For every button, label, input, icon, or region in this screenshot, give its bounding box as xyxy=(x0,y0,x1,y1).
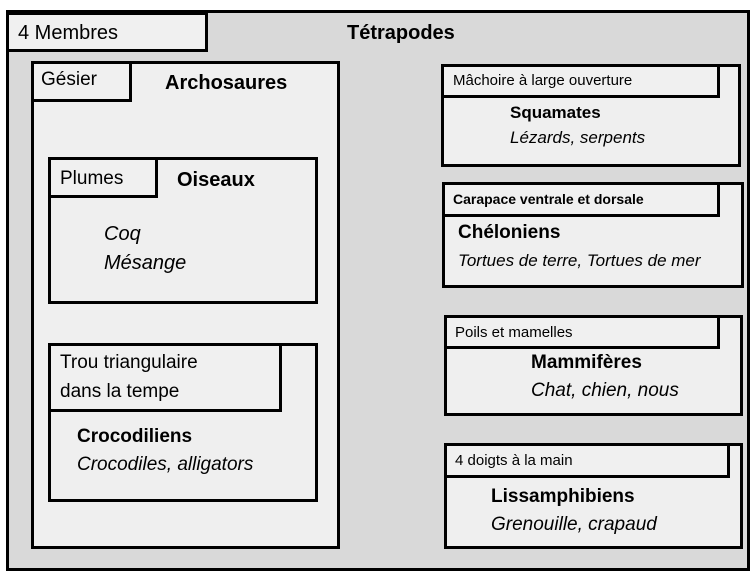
squamates-trait-text: Mâchoire à large ouverture xyxy=(453,72,633,89)
cheloniens-trait-text: Carapace ventrale et dorsale xyxy=(453,191,644,207)
crocodiliens-trait-line-2: dans la tempe xyxy=(60,381,180,402)
tetrapodes-trait-label xyxy=(6,12,208,52)
lissamphibiens-examples: Grenouille, crapaud xyxy=(491,514,657,535)
archosaures-trait-label xyxy=(31,61,132,102)
tetrapodes-title: Tétrapodes xyxy=(347,22,455,44)
squamates-title: Squamates xyxy=(510,103,601,122)
mammiferes-title: Mammifères xyxy=(531,352,642,373)
archosaures-title: Archosaures xyxy=(165,72,288,94)
cheloniens-title: Chéloniens xyxy=(458,222,561,243)
squamates-trait-label xyxy=(441,64,720,98)
archosaures-trait-text: Gésier xyxy=(41,69,97,90)
lissamphibiens-trait-text: 4 doigts à la main xyxy=(455,452,573,469)
squamates-examples: Lézards, serpents xyxy=(510,128,646,147)
crocodiliens-title: Crocodiliens xyxy=(77,426,193,447)
crocodiliens-trait-line-1: Trou triangulaire xyxy=(60,352,198,373)
cheloniens-trait-label xyxy=(442,182,720,217)
oiseaux-example-1: Coq xyxy=(104,223,141,245)
tetrapodes-trait-text: 4 Membres xyxy=(18,22,119,44)
oiseaux-trait-text: Plumes xyxy=(60,168,124,189)
oiseaux-title: Oiseaux xyxy=(177,169,255,191)
crocodiliens-trait-label xyxy=(48,343,282,412)
mammiferes-examples: Chat, chien, nous xyxy=(531,380,679,401)
lissamphibiens-trait-label xyxy=(444,443,730,478)
oiseaux-example-2: Mésange xyxy=(104,252,187,274)
crocodiliens-examples: Crocodiles, alligators xyxy=(77,454,254,475)
mammiferes-trait-text: Poils et mamelles xyxy=(455,324,573,341)
cheloniens-examples: Tortues de terre, Tortues de mer xyxy=(458,251,701,270)
oiseaux-trait-label xyxy=(48,157,158,198)
lissamphibiens-title: Lissamphibiens xyxy=(491,486,635,507)
mammiferes-trait-label xyxy=(444,315,720,349)
